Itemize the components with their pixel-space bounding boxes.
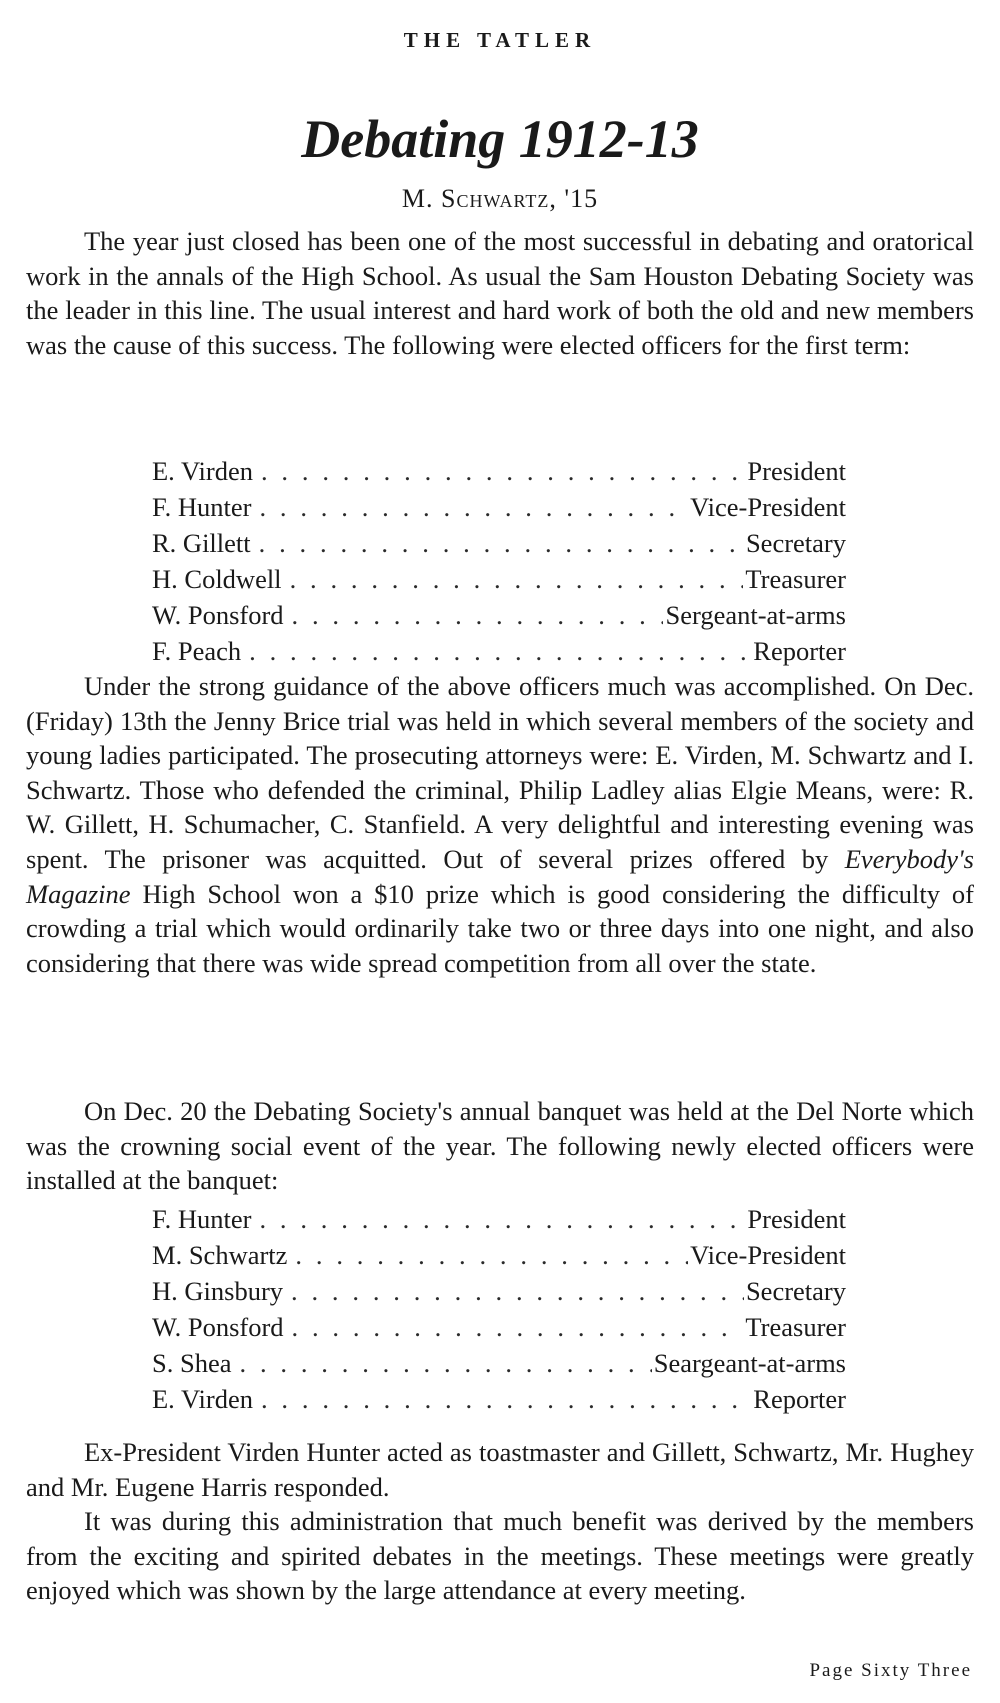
byline-name: Schwartz	[441, 184, 550, 213]
officer-role: Secretary	[745, 528, 846, 558]
paragraph-4-text: Ex-President Virden Hunter acted as toastmaster and Gillett, Schwartz, Mr. Hughey and Mr. Eugene Harris responded.	[26, 1437, 974, 1502]
paragraph-2	[26, 669, 974, 980]
byline	[0, 184, 1000, 214]
officer-name: W. Ponsford	[152, 600, 284, 630]
officer-row	[152, 1204, 846, 1240]
dot-leader	[292, 600, 664, 631]
officer-row	[152, 492, 846, 528]
officers-second-term	[152, 1204, 846, 1420]
officer-role: Treasurer	[745, 564, 846, 594]
officer-name: E. Virden	[152, 1384, 253, 1414]
officer-row	[152, 528, 846, 564]
paragraph-5	[26, 1504, 974, 1608]
officer-row	[152, 636, 846, 672]
officer-row	[152, 1276, 846, 1312]
officer-row	[152, 456, 846, 492]
officer-name: F. Hunter	[152, 492, 252, 522]
dot-leader	[292, 1312, 744, 1343]
officer-name: F. Peach	[152, 636, 242, 666]
officer-row	[152, 1384, 846, 1420]
paragraph-2-part-b: High School won a $10 prize which is good considering the difficulty of crowding a trial which would ordinarily take two or three days into one night, and also considering that there was wide spread competition from all over the state.	[26, 878, 974, 978]
officer-role: Seargeant-at-arms	[653, 1348, 846, 1378]
paragraph-3-text: On Dec. 20 the Debating Society's annual banquet was held at the Del Norte which was the crowning social event of the year. The following newly elected officers were installed at the banquet:	[26, 1096, 974, 1196]
officer-name: H. Ginsbury	[152, 1276, 284, 1306]
paragraph-3	[26, 1094, 974, 1198]
dot-leader	[261, 456, 745, 487]
paragraph-5-text: It was during this administration that much benefit was derived by the members from the exciting and spirited debates in the meetings. These meetings were greatly enjoyed which was shown by the large attendance at every meeting.	[26, 1506, 974, 1606]
officer-role: Vice-President	[690, 1240, 846, 1270]
dot-leader	[259, 492, 688, 523]
dot-leader	[259, 528, 744, 559]
magazine-title: Everybody's Magazine	[26, 843, 974, 909]
paragraph-2-part-a: Under the strong guidance of the above officers much was accomplished. On Dec. (Friday) 13th the Jenny Brice trial was held in which several members of the society and young ladies participated. The prosecuting attorneys were: E. Virden, M. Schwartz and I. Schwartz. Those who defended the criminal, Philip Ladley alias Elgie Means, were: R. W. Gillett, H. Schumacher, C. Stanfield. A very delightful and interesting evening was spent. The prisoner was acquitted. Out of several prizes offered by	[26, 671, 974, 874]
officer-role: Secretary	[745, 1276, 846, 1306]
officers-first-term	[152, 456, 846, 672]
dot-leader	[290, 564, 744, 595]
officer-role: President	[747, 1204, 846, 1234]
dot-leader	[261, 1384, 751, 1415]
page-number: Page Sixty Three	[809, 1660, 972, 1681]
officer-role: Reporter	[753, 1384, 846, 1414]
byline-initial: M.	[401, 184, 434, 213]
officer-row	[152, 600, 846, 636]
dot-leader	[295, 1240, 688, 1271]
officer-name: E. Virden	[152, 456, 253, 486]
officer-name: W. Ponsford	[152, 1312, 284, 1342]
dot-leader	[259, 1204, 745, 1235]
officer-name: M. Schwartz	[152, 1240, 288, 1270]
running-head: THE TATLER	[403, 28, 597, 52]
paragraph-2-text	[26, 669, 974, 980]
officer-row	[152, 1348, 846, 1384]
paragraph-1	[26, 224, 974, 362]
officer-row	[152, 1312, 846, 1348]
article-title: Debating 1912-13	[301, 109, 699, 169]
officer-role: Vice-President	[690, 492, 846, 522]
officer-name: F. Hunter	[152, 1204, 252, 1234]
officer-role: Sergeant-at-arms	[665, 600, 846, 630]
officer-role: President	[747, 456, 846, 486]
dot-leader	[240, 1348, 652, 1379]
officer-role: Treasurer	[745, 1312, 846, 1342]
officer-row	[152, 564, 846, 600]
officer-role: Reporter	[753, 636, 846, 666]
officer-name: S. Shea	[152, 1348, 232, 1378]
byline-class: , '15	[549, 184, 599, 213]
officer-name: R. Gillett	[152, 528, 251, 558]
paragraph-1-text: The year just closed has been one of the most successful in debating and oratorical work in the annals of the High School. As usual the Sam Houston Debating Society was the leader in this line. The usual interest and hard work of both the old and new members was the cause of this success. The following were elected officers for the first term:	[26, 226, 974, 360]
officer-row	[152, 1240, 846, 1276]
dot-leader	[249, 636, 751, 667]
dot-leader	[291, 1276, 744, 1307]
paragraph-4	[26, 1435, 974, 1504]
officer-name: H. Coldwell	[152, 564, 282, 594]
